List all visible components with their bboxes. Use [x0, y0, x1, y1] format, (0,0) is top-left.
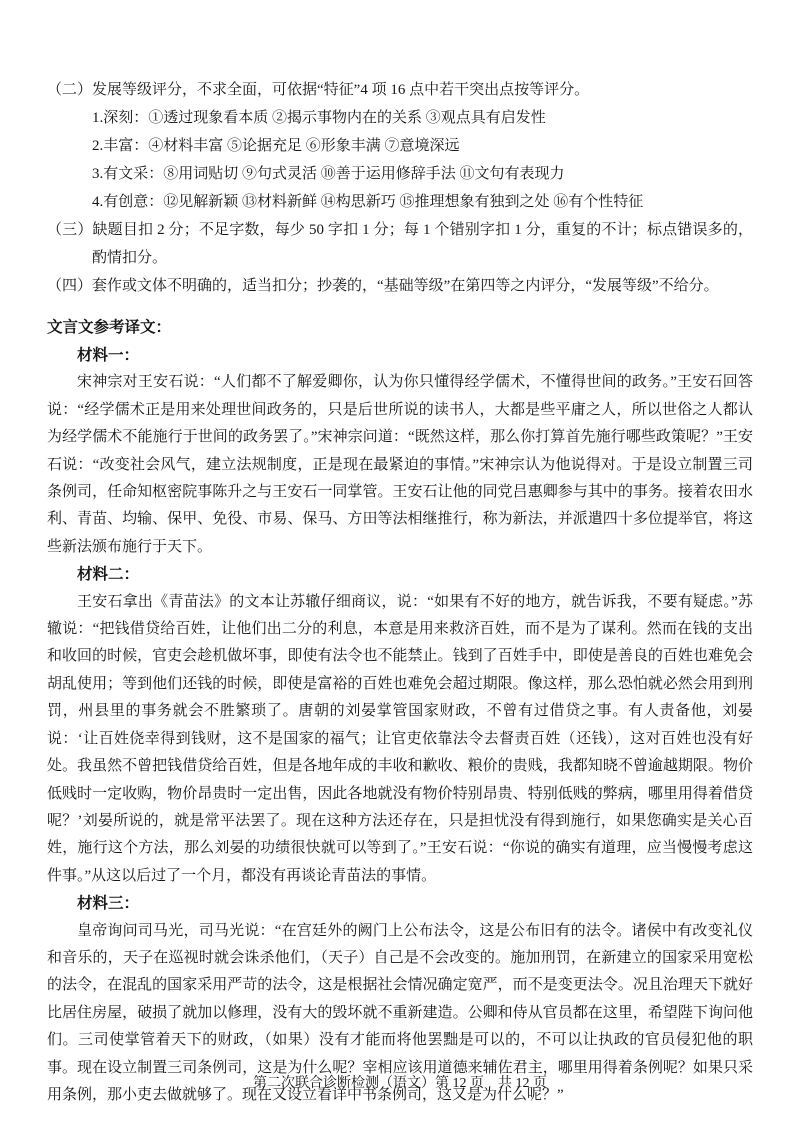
footer-text: 第二次联合诊断检测（语文）第 12 页 共 12 页	[253, 1076, 547, 1091]
page-footer	[0, 1072, 800, 1092]
material-1-body: 宋神宗对王安石说：“人们都不了解爱卿你，认为你只懂得经学儒术，不懂得世间的政务。”王安石回答说：“经学儒术正是用来处理世间政务的，只是后世所说的读书人，大都是些平庸之人，所以世俗之人都认为经学儒术不能施行于世间的政务罢了。”宋神宗问道：“既然这样，那么你打算首先施行哪些政策呢？”王安石说：“改变社会风气，建立法规制度，正是现在最紧迫的事情。”宋神宗认为他说得对。于是设立制置三司条例司，任命知枢密院事陈升之与王安石一同掌管。王安石让他的同党吕惠卿参与其中的事务。接着农田水利、青苗、均输、保甲、免役、市易、保马、方田等法相继推行，称为新法，并派遣四十多位提举官，将这些新法颁布施行于天下。	[47, 374, 753, 555]
translation-heading: 文言文参考译文：	[47, 319, 172, 336]
rule-sub-item-creative: 4.有创意：⑫见解新颖 ⑬材料新鲜 ⑭构思新巧 ⑮推理想象有独到之处 ⑯有个性特征	[92, 194, 644, 210]
scoring-rules-section	[47, 76, 753, 300]
rule-sub-item-rich: 2.丰富：④材料丰富 ⑤论据充足 ⑥形象丰满 ⑦意境深远	[92, 138, 460, 154]
translation-section	[47, 313, 753, 1109]
rule-sub-item-literary: 3.有文采：⑧用词贴切 ⑨句式灵活 ⑩善于运用修辞手法 ⑪文句有表现力	[92, 166, 565, 182]
rule-item-3: （三）缺题目扣 2 分；不足字数，每少 50 字扣 1 分；每 1 个错别字扣 1 分，重复的不计；标点错误多的，酌情扣分。	[47, 222, 753, 266]
rule-item-2: （二）发展等级评分，不求全面，可依据“特征”4 项 16 点中若干突出点按等评分。	[47, 82, 590, 98]
rule-item-4: （四）套作或文体不明确的，适当扣分；抄袭的，“基础等级”在第四等之内评分，“发展等级”不给分。	[47, 278, 719, 294]
material-3-body: 皇帝询问司马光，司马光说：“在宫廷外的阙门上公布法令，这是公布旧有的法令。诸侯中有改变礼仪和音乐的，天子在巡视时就会诛杀他们，（天子）自己是不会改变的。施加刑罚，在新建立的国家采用宽松的法令，在混乱的国家采用严苛的法令，这是根据社会情况确定宽严，而不是变更法令。况且治理天下就好比居住房屋，破损了就加以修理，没有大的毁坏就不重新建造。公卿和侍从官员都在这里，希望陛下询问他们。三司使掌管着天下的财政，（如果）没有才能而将他罢黜是可以的，不可以让执政的官员侵犯他的职事。现在设立制置三司条例司，这是为什么呢？宰相应该用道德来辅佐君主，哪里用得着条例呢？如果只采用条例，那小吏去做就够了。现在又设立看详中书条例司，这又是为什么呢？”	[47, 922, 753, 1103]
material-3-title: 材料三：	[77, 895, 140, 913]
material-1-title: 材料一：	[77, 347, 140, 364]
rule-sub-item-deep: 1.深刻：①透过现象看本质 ②揭示事物内在的关系 ③观点具有启发性	[92, 110, 546, 126]
material-2-body: 王安石拿出《青苗法》的文本让苏辙仔细商议，说：“如果有不好的地方，就告诉我，不要有疑虑。”苏辙说：“把钱借贷给百姓，让他们出二分的利息，本意是用来救济百姓，而不是为了谋利。然而在钱的支出和收回的时候，官吏会趁机做坏事，即使有法令也不能禁止。钱到了百姓手中，即使是善良的百姓也难免会胡乱使用；等到他们还钱的时候，即使是富裕的百姓也难免会超过期限。像这样，那么恐怕就必然会用到刑罚，州县里的事务就会不胜繁琐了。唐朝的刘晏掌管国家财政，不曾有过借贷之事。有人责备他，刘晏说：‘让百姓侥幸得到钱财，这不是国家的福气；让官吏依靠法令去督责百姓（还钱），这对百姓也没有好处。我虽然不曾把钱借贷给百姓，但是各地年成的丰收和歉收、粮价的贵贱，我都知晓不曾逾越期限。物价低贱时一定收购，物价昂贵时一定出售，因此各地就没有物价特别昂贵、特别低贱的弊病，哪里用得着借贷呢？’刘晏所说的，就是常平法罢了。现在这种方法还存在，只是担忧没有得到施行，如果您确实是关心百姓，施行这个方法，那么刘晏的功绩很快就可以等到了。”王安石说：“你说的确实有道理，应当慢慢考虑这件事。”从这以后过了一个月，都没有再谈论青苗法的事情。	[47, 593, 754, 884]
material-2-title: 材料二：	[77, 566, 140, 584]
